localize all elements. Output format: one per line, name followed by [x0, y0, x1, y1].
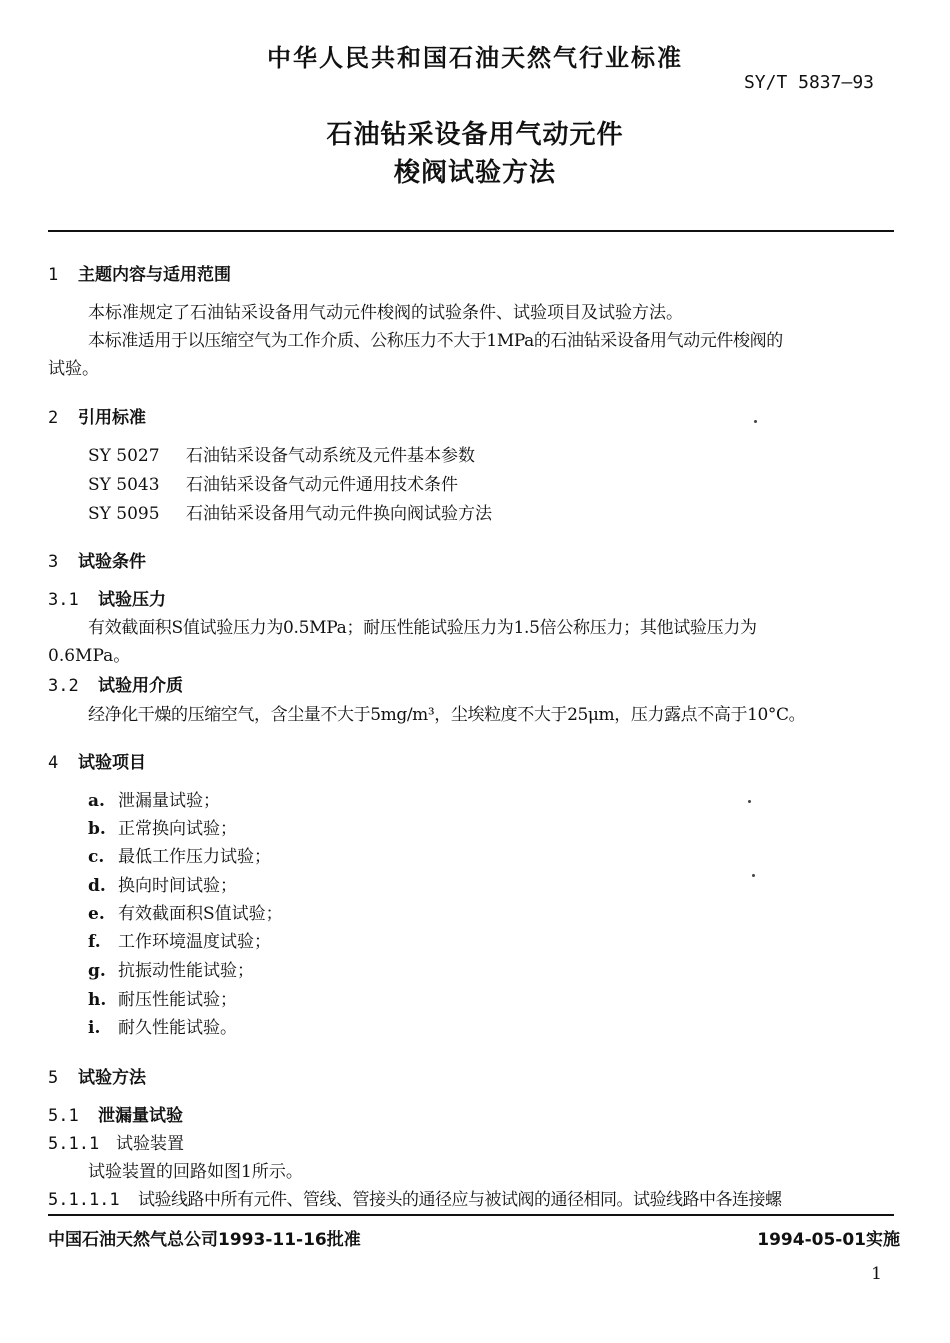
section-number: 4: [48, 753, 59, 773]
reference-title: 石油钻采设备气动系统及元件基本参数: [186, 446, 475, 466]
subsection-number: 5.1.1.1: [48, 1190, 120, 1210]
list-text: 抗振动性能试验；: [118, 961, 254, 981]
section-3-heading: [48, 547, 146, 572]
standard-category-title: 中华人民共和国石油天然气行业标准: [267, 44, 683, 72]
reference-item: [88, 441, 475, 466]
reference-code: SY 5043: [88, 475, 160, 495]
list-item: [88, 871, 237, 896]
section-5-heading: [48, 1063, 146, 1088]
list-text: 工作环境温度试验；: [118, 932, 271, 952]
list-text: 耐压性能试验；: [118, 990, 237, 1010]
list-item: [88, 842, 271, 867]
list-letter: f.: [88, 932, 101, 952]
list-letter: c.: [88, 847, 105, 867]
scan-speck: [754, 420, 757, 423]
document-title-line1: 石油钻采设备用气动元件: [326, 120, 624, 150]
section-title: 试验条件: [78, 552, 146, 572]
effective-date: 1994-05-01实施: [757, 1230, 900, 1250]
header-divider: [48, 230, 894, 232]
list-letter: h.: [88, 990, 107, 1010]
list-item: [88, 786, 220, 811]
reference-code: SY 5027: [88, 446, 160, 466]
section-1-para2-line2: 试验。: [48, 359, 99, 379]
list-letter: g.: [88, 961, 106, 981]
subsection-title: 泄漏量试验: [98, 1106, 183, 1126]
list-text: 有效截面积S值试验；: [118, 904, 283, 924]
reference-title: 石油钻采设备用气动元件换向阀试验方法: [186, 504, 492, 524]
section-number: 5: [48, 1068, 59, 1088]
list-text: 耐久性能试验。: [118, 1018, 237, 1038]
list-text: 换向时间试验；: [118, 876, 237, 896]
subsection-number: 5.1: [48, 1106, 79, 1126]
subsection-number: 3.1: [48, 590, 79, 610]
list-item: [88, 814, 237, 839]
section-1-para1: 本标准规定了石油钻采设备用气动元件梭阀的试验条件、试验项目及试验方法。: [88, 303, 683, 323]
list-item: [88, 899, 283, 924]
section-1-para2-line1: 本标准适用于以压缩空气为工作介质、公称压力不大于1MPa的石油钻采设备用气动元件梭阀的: [88, 331, 783, 351]
list-item: [88, 1013, 237, 1038]
subsection-3-1-heading: [48, 585, 166, 610]
approval-info: 中国石油天然气总公司1993-11-16批准: [48, 1230, 361, 1250]
reference-title: 石油钻采设备气动元件通用技术条件: [186, 475, 458, 495]
list-letter: d.: [88, 876, 106, 896]
document-title-line2: 梭阀试验方法: [393, 158, 556, 188]
list-letter: b.: [88, 819, 106, 839]
subsection-text: 试验线路中所有元件、管线、管接头的通径应与被试阀的通径相同。试验线路中各连接螺: [138, 1190, 782, 1210]
list-letter: i.: [88, 1018, 101, 1038]
reference-item: [88, 499, 492, 524]
subsection-5-1-1-text: 试验装置的回路如图1所示。: [88, 1162, 303, 1182]
subsection-number: 3.2: [48, 676, 79, 696]
page-number: 1: [871, 1264, 882, 1284]
section-title: 试验方法: [78, 1068, 146, 1088]
list-item: [88, 927, 271, 952]
subsection-title: 试验装置: [116, 1134, 184, 1154]
section-1-heading: [48, 260, 231, 285]
subsection-5-1-heading: [48, 1101, 183, 1126]
section-4-heading: [48, 748, 146, 773]
subsection-3-1-text-line2: 0.6MPa。: [48, 646, 131, 666]
list-item: [88, 985, 237, 1010]
footer-divider: [48, 1214, 894, 1216]
subsection-title: 试验压力: [98, 590, 166, 610]
subsection-3-2-text: 经净化干燥的压缩空气，含尘量不大于5mg/m³，尘埃粒度不大于25μm，压力露点不高于10°C。: [88, 705, 806, 725]
section-number: 3: [48, 552, 59, 572]
standard-number: SY/T 5837—93: [743, 72, 874, 93]
scan-speck: [748, 800, 751, 803]
section-number: 2: [48, 408, 59, 428]
list-text: 最低工作压力试验；: [118, 847, 271, 867]
section-title: 主题内容与适用范围: [78, 265, 231, 285]
section-title: 试验项目: [78, 753, 146, 773]
reference-code: SY 5095: [88, 504, 160, 524]
subsection-5-1-1-heading: [48, 1129, 184, 1154]
subsection-title: 试验用介质: [98, 676, 183, 696]
section-2-heading: [48, 403, 146, 428]
scan-speck: [752, 874, 755, 877]
subsection-number: 5.1.1: [48, 1134, 100, 1154]
list-letter: e.: [88, 904, 105, 924]
list-item: [88, 956, 254, 981]
subsection-3-1-text-line1: 有效截面积S值试验压力为0.5MPa；耐压性能试验压力为1.5倍公称压力；其他试验压力为: [88, 618, 757, 638]
list-text: 正常换向试验；: [118, 819, 237, 839]
subsection-3-2-heading: [48, 671, 183, 696]
reference-item: [88, 470, 458, 495]
section-number: 1: [48, 265, 59, 285]
list-letter: a.: [88, 791, 105, 811]
list-text: 泄漏量试验；: [118, 791, 220, 811]
subsection-5-1-1-1: [48, 1185, 782, 1210]
section-title: 引用标准: [78, 408, 146, 428]
